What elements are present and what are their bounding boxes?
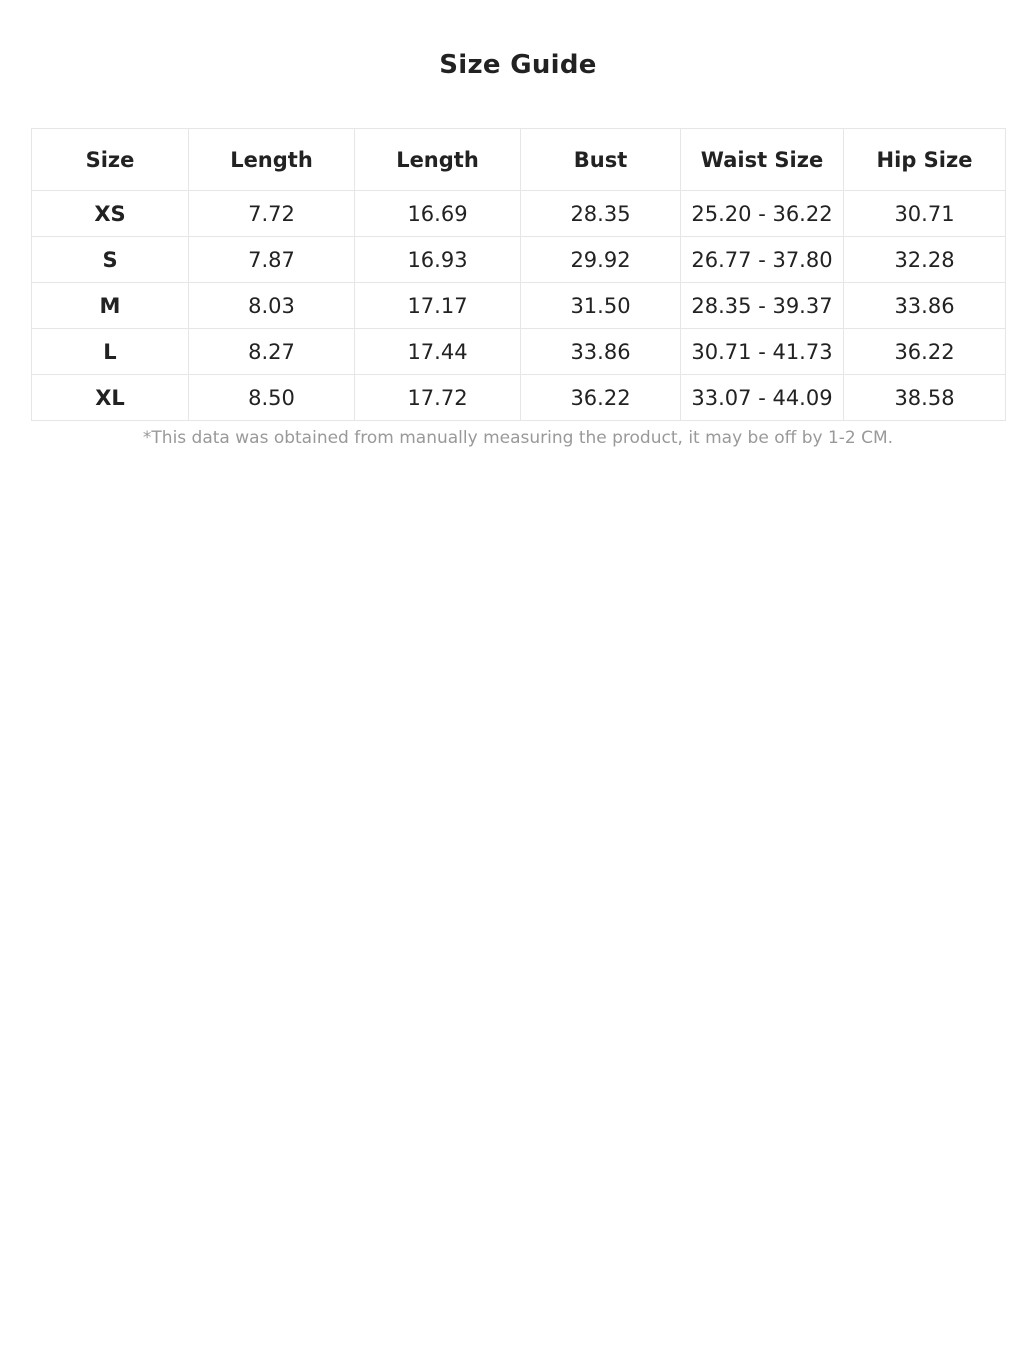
length-2-cell: 17.72 [355,375,521,421]
size-cell: M [32,283,189,329]
column-header-length-2: Length [355,129,521,191]
bust-cell: 31.50 [521,283,681,329]
table-row [32,191,1006,237]
length-2-cell: 17.44 [355,329,521,375]
column-header-bust: Bust [521,129,681,191]
table-row [32,283,1006,329]
hip-size-cell: 36.22 [844,329,1006,375]
size-guide-table [31,128,1006,421]
bust-cell: 36.22 [521,375,681,421]
length-cell: 8.50 [189,375,355,421]
column-header-waist-size: Waist Size [681,129,844,191]
table-header-row [32,129,1006,191]
size-cell: L [32,329,189,375]
length-cell: 8.03 [189,283,355,329]
hip-size-cell: 32.28 [844,237,1006,283]
hip-size-cell: 33.86 [844,283,1006,329]
length-2-cell: 17.17 [355,283,521,329]
length-2-cell: 16.69 [355,191,521,237]
waist-size-cell: 26.77 - 37.80 [681,237,844,283]
column-header-length: Length [189,129,355,191]
bust-cell: 29.92 [521,237,681,283]
hip-size-cell: 30.71 [844,191,1006,237]
bust-cell: 33.86 [521,329,681,375]
page-title: Size Guide [439,50,597,80]
waist-size-cell: 33.07 - 44.09 [681,375,844,421]
table-row [32,237,1006,283]
waist-size-cell: 25.20 - 36.22 [681,191,844,237]
length-cell: 8.27 [189,329,355,375]
column-header-size: Size [32,129,189,191]
measurement-disclaimer: *This data was obtained from manually measuring the product, it may be off by 1-2 CM. [142,428,894,448]
hip-size-cell: 38.58 [844,375,1006,421]
length-cell: 7.87 [189,237,355,283]
table-row [32,375,1006,421]
waist-size-cell: 30.71 - 41.73 [681,329,844,375]
bust-cell: 28.35 [521,191,681,237]
size-cell: XS [32,191,189,237]
table-row [32,329,1006,375]
length-cell: 7.72 [189,191,355,237]
length-2-cell: 16.93 [355,237,521,283]
size-cell: S [32,237,189,283]
column-header-hip-size: Hip Size [844,129,1006,191]
waist-size-cell: 28.35 - 39.37 [681,283,844,329]
size-cell: XL [32,375,189,421]
